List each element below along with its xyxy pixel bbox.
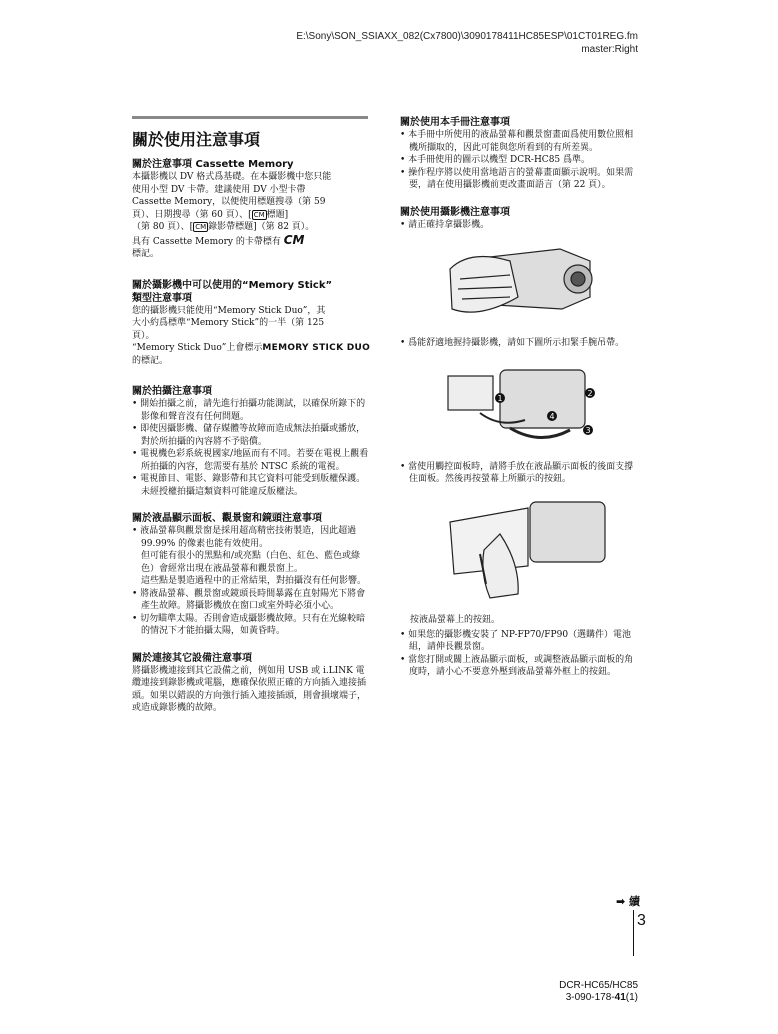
cassette-memory-icon: CM: [253, 210, 265, 219]
file-path: E:\Sony\SON_SSIAXX_082(Cx7800)\3090178411HC85ESP\01CT01REG.fm: [296, 31, 638, 42]
code-part: (1): [625, 992, 638, 1003]
ms-line: [132, 342, 372, 355]
lcd-sub-note: 但可能有很小的黑點和/或亮點（白色、紅色、藍色或綠色）會經常出現在液晶螢幕和觀景窗上。: [141, 551, 361, 574]
lcd-sub-note: 這些點是製造過程中的正常結果，對拍攝沒有任何影響。: [141, 576, 367, 586]
conn-text: 將攝影機連接到其它設備之前，例如用 USB 或 i.LINK 電纜連接到錄影機或電腦，應確保依照正確的方向插入連接插頭。如果以錯誤的方向強行插入連接插頭，則會損壞端子，或造成錄影機的故障。: [132, 665, 367, 713]
left-column: [132, 116, 372, 715]
lcd-list: [132, 525, 372, 550]
lcd-panel-shape: [448, 376, 493, 410]
list-item: • 當您打開或關上液晶顯示面板，或調整液晶顯示面板的角度時，請小心不要意外壓到液晶螢幕外框上的按鈕。: [400, 654, 640, 679]
step-label-2: 2: [587, 388, 593, 398]
text-fragment: 錄影帶標題]（第 82 頁）。: [208, 222, 315, 232]
lens-inner-shape: [571, 272, 585, 286]
title-rule: [132, 116, 368, 119]
model-number: DCR-HC65/HC85: [559, 980, 638, 991]
cam-list-2: [400, 337, 640, 350]
code-part-bold: 41: [614, 992, 626, 1003]
list-item: • 切勿瞄準太陽。否則會造成攝影機故障。只有在光線較暗的情況下才能拍攝太陽，如黃昏時。: [132, 613, 372, 638]
list-item: • 液晶螢幕與觀景窗是採用超高精密技術製造，因此超過 99.99% 的像素也能有效使用。: [132, 525, 372, 550]
conn-heading: 關於連接其它設備注意事項: [132, 652, 252, 664]
cassette-line: [132, 234, 372, 249]
manual-list: [400, 129, 640, 192]
list-item: • 本手冊中所使用的液晶螢幕和觀景窗畫面爲使用數位照相機所擷取的，因此可能與您所看到的有所差異。: [400, 129, 640, 154]
list-item: • 操作程序將以使用當地語言的螢幕畫面顯示說明。如果需要，請在使用攝影機前更改畫面語言（第 22 頁）。: [400, 167, 640, 192]
section-cassette: [132, 158, 372, 261]
figure-caption: 按液晶螢幕上的按鈕。: [410, 614, 501, 625]
ms-line: 的標記。: [132, 355, 169, 366]
section-camcorder: [400, 206, 640, 679]
master-label: master:Right: [581, 44, 638, 55]
cassette-heading: 關於注意事項 Cassette Memory: [132, 159, 294, 170]
text-fragment: “Memory Stick Duo”上會標示: [132, 343, 263, 353]
memory-stick-duo-logo: MEMORY STICK DUO: [262, 343, 371, 353]
list-item: • 即使因攝影機、儲存媒體等故障而造成無法拍攝或播放，對於所拍攝的內容將不予賠償。: [132, 423, 372, 448]
ms-heading-1: 關於攝影機中可以使用的“Memory Stick”: [132, 279, 333, 291]
list-item: • 如果您的攝影機安裝了 NP-FP70/FP90（選購件）電池組，請伸長觀景窗。: [400, 629, 640, 654]
section-memory-stick: [132, 279, 372, 368]
list-item: • 將液晶螢幕、觀景窗或鏡頭長時間暴露在直射陽光下將會產生故障。將攝影機放在窗口或室外時必須小心。: [132, 588, 372, 613]
page-number: 3: [637, 912, 646, 929]
cassette-memory-icon: CM: [195, 223, 207, 231]
cam-list-3: [400, 461, 640, 486]
camcorder-body: [497, 370, 585, 428]
cassette-line: 本攝影機以 DV 格式爲基礎。在本攝影機中您只能: [132, 172, 332, 182]
list-item: • 開始拍攝之前，請先進行拍攝功能測試，以確保所錄下的影像和聲音沒有任何問題。: [132, 398, 372, 423]
list-item: • 當使用觸控面板時，請將手放在液晶顯示面板的後面支撐住面板。然後再按螢幕上所顯示的按鈕。: [400, 461, 640, 486]
ms-heading-2: 類型注意事項: [132, 292, 192, 304]
cassette-line: [132, 221, 372, 234]
text-fragment: 頁）、日期搜尋（第 60 頁）、[: [132, 209, 252, 220]
rec-list: [132, 398, 372, 498]
cassette-line: Cassette Memory，以便使用標題搜尋（第 59: [132, 197, 326, 207]
file-header: [296, 30, 638, 56]
list-item: • 請正確持拿攝影機。: [400, 219, 640, 232]
ms-line: 您的攝影機只能使用“Memory Stick Duo”，其: [132, 305, 326, 316]
part-code: [559, 992, 638, 1004]
cam-list-4: [400, 629, 640, 679]
list-item: • 電視機色彩系統視國家/地區而有不同。若要在電視上觀看所拍攝的內容，您需要有基於 NTSC 系統的電視。: [132, 448, 372, 473]
text-fragment: （第 80 頁）、[: [132, 222, 194, 232]
page-title: 關於使用注意事項: [132, 130, 261, 149]
wrist-strap-figure: [440, 358, 600, 453]
step-label-4: 4: [549, 411, 555, 421]
step-label-1: 1: [497, 393, 503, 403]
cam-list: [400, 219, 640, 232]
rec-heading: 關於拍攝注意事項: [132, 386, 212, 397]
camcorder-body: [530, 502, 605, 562]
cassette-line: 使用小型 DV 卡帶。建議使用 DV 小型卡帶: [132, 184, 306, 195]
cassette-memory-logo: CM: [283, 232, 305, 247]
code-part: 3-090-178-: [565, 992, 615, 1003]
section-connect: [132, 652, 372, 715]
cassette-line: [132, 209, 372, 222]
text-fragment: 標題]: [266, 209, 289, 220]
touch-panel-figure: [440, 494, 610, 604]
continued-marker: ➡ 續: [615, 895, 640, 908]
holding-camcorder-figure: [440, 239, 600, 329]
list-item: • 爲能舒適地握持攝影機，請如下圖所示扣緊手腕吊帶。: [400, 337, 640, 350]
cassette-line: 標記。: [132, 249, 160, 259]
step-label-3: 3: [585, 425, 591, 435]
section-recording: [132, 385, 372, 498]
footer: [559, 980, 638, 1004]
list-item: • 本手冊使用的圖示以機型 DCR-HC85 爲準。: [400, 154, 640, 167]
manual-heading: 關於使用本手冊注意事項: [400, 117, 510, 128]
strap-shape: [510, 428, 570, 438]
text-fragment: 具有 Cassette Memory 的卡帶標有: [132, 236, 281, 247]
section-lcd: [132, 512, 372, 638]
right-column: [400, 116, 640, 679]
lcd-list-2: [132, 588, 372, 638]
ms-line: 大小約爲標準“Memory Stick”的一半（第 125: [132, 318, 325, 328]
cam-heading: 關於使用攝影機注意事項: [400, 206, 510, 218]
list-item: • 電視節目、電影、錄影帶和其它資料可能受到版權保護。未經授權拍攝這類資料可能違反版權法。: [132, 473, 372, 498]
page-number-rule: [633, 910, 634, 956]
section-manual: [400, 116, 640, 192]
ms-line: 頁）。: [132, 330, 155, 341]
lcd-heading: 關於液晶顯示面板、觀景窗和鏡頭注意事項: [132, 513, 322, 524]
